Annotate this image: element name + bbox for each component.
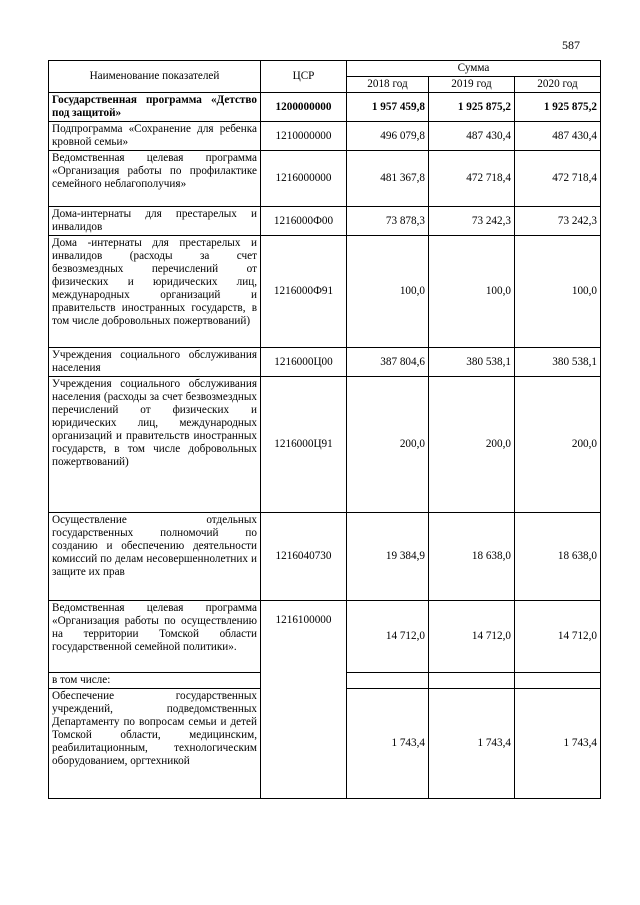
row-value-2020: 100,0 [515,236,601,348]
row-code: 1210000000 [261,122,347,151]
row-value-2018: 14 712,0 [347,601,429,673]
header-name: Наименование показателей [49,61,261,93]
row-value-2019: 100,0 [429,236,515,348]
row-value-2019: 18 638,0 [429,513,515,601]
row-code: 1216040730 [261,513,347,601]
row-value-2018: 73 878,3 [347,207,429,236]
header-year-2019: 2019 год [429,77,515,93]
row-value-2020: 18 638,0 [515,513,601,601]
table-row [49,207,601,236]
row-code: 1216000000 [261,151,347,207]
page-number: 587 [562,38,580,52]
row-name: Дома-интернаты для престарелых и инвалидов [49,207,261,236]
row-value-2019: 73 242,3 [429,207,515,236]
table-row [49,673,601,689]
row-value-2018: 387 804,6 [347,348,429,377]
row-code: 1216000Ф00 [261,207,347,236]
row-value-2019: 1 743,4 [429,689,515,799]
row-value-2019 [429,673,515,689]
row-name: Учреждения социального обслуживания населения (расходы за счет безвозмездных перечислений от физических и юридических лиц, международных организаций и правительств иностранных государств, в том числе добровольных пожертвований) [49,377,261,513]
row-name: Ведомственная целевая программа «Организация работы по осуществлению на территории Томской области государственной семейной политики». [49,601,261,673]
table-row [49,513,601,601]
table-row [49,236,601,348]
row-code: 1216000Ц91 [261,377,347,513]
row-value-2018: 1 743,4 [347,689,429,799]
row-code [261,689,347,799]
row-value-2019: 380 538,1 [429,348,515,377]
row-value-2020: 1 743,4 [515,689,601,799]
row-name: Государственная программа «Детство под защитой» [49,93,261,122]
row-value-2020: 200,0 [515,377,601,513]
row-value-2019: 200,0 [429,377,515,513]
table-row [49,377,601,513]
row-value-2020: 380 538,1 [515,348,601,377]
header-sum: Сумма [347,61,601,77]
row-value-2018: 100,0 [347,236,429,348]
budget-table [48,60,601,799]
row-value-2019: 14 712,0 [429,601,515,673]
row-code: 1216000Ф91 [261,236,347,348]
table-row [49,151,601,207]
row-value-2020 [515,673,601,689]
row-value-2020: 14 712,0 [515,601,601,673]
row-code: 1200000000 [261,93,347,122]
table-row [49,348,601,377]
row-value-2019: 487 430,4 [429,122,515,151]
row-name: Учреждения социального обслуживания населения [49,348,261,377]
row-value-2020: 73 242,3 [515,207,601,236]
table-row [49,601,601,673]
row-name: Подпрограмма «Сохранение для ребенка кровной семьи» [49,122,261,151]
row-code: 1216100000 [261,601,347,673]
table-row [49,689,601,799]
row-code: 1216000Ц00 [261,348,347,377]
header-year-2020: 2020 год [515,77,601,93]
row-value-2018: 200,0 [347,377,429,513]
row-name: Осуществление отдельных государственных полномочий по созданию и обеспечению деятельности комиссий по делам несовершеннолетних и защите их прав [49,513,261,601]
header-year-2018: 2018 год [347,77,429,93]
row-name: Обеспечение государственных учреждений, подведомственных Департаменту по вопросам семьи и детей Томской области, медицинским, реабилитационным, технологическим оборудованием, оргтехникой [49,689,261,799]
row-value-2019: 1 925 875,2 [429,93,515,122]
header-code: ЦСР [261,61,347,93]
row-name: в том числе: [49,673,261,689]
row-value-2018: 19 384,9 [347,513,429,601]
row-value-2018: 1 957 459,8 [347,93,429,122]
row-value-2018: 496 079,8 [347,122,429,151]
table-row [49,93,601,122]
row-code [261,673,347,689]
row-value-2020: 1 925 875,2 [515,93,601,122]
row-value-2020: 487 430,4 [515,122,601,151]
table-row [49,122,601,151]
row-value-2019: 472 718,4 [429,151,515,207]
row-name: Дома -интернаты для престарелых и инвалидов (расходы за счет безвозмездных перечислений от физических и юридических лиц, международных организаций и правительств иностранных государств, в том числе добровольных пожертвований) [49,236,261,348]
row-name: Ведомственная целевая программа «Организация работы по профилактике семейного неблагополучия» [49,151,261,207]
row-value-2020: 472 718,4 [515,151,601,207]
row-value-2018 [347,673,429,689]
row-value-2018: 481 367,8 [347,151,429,207]
